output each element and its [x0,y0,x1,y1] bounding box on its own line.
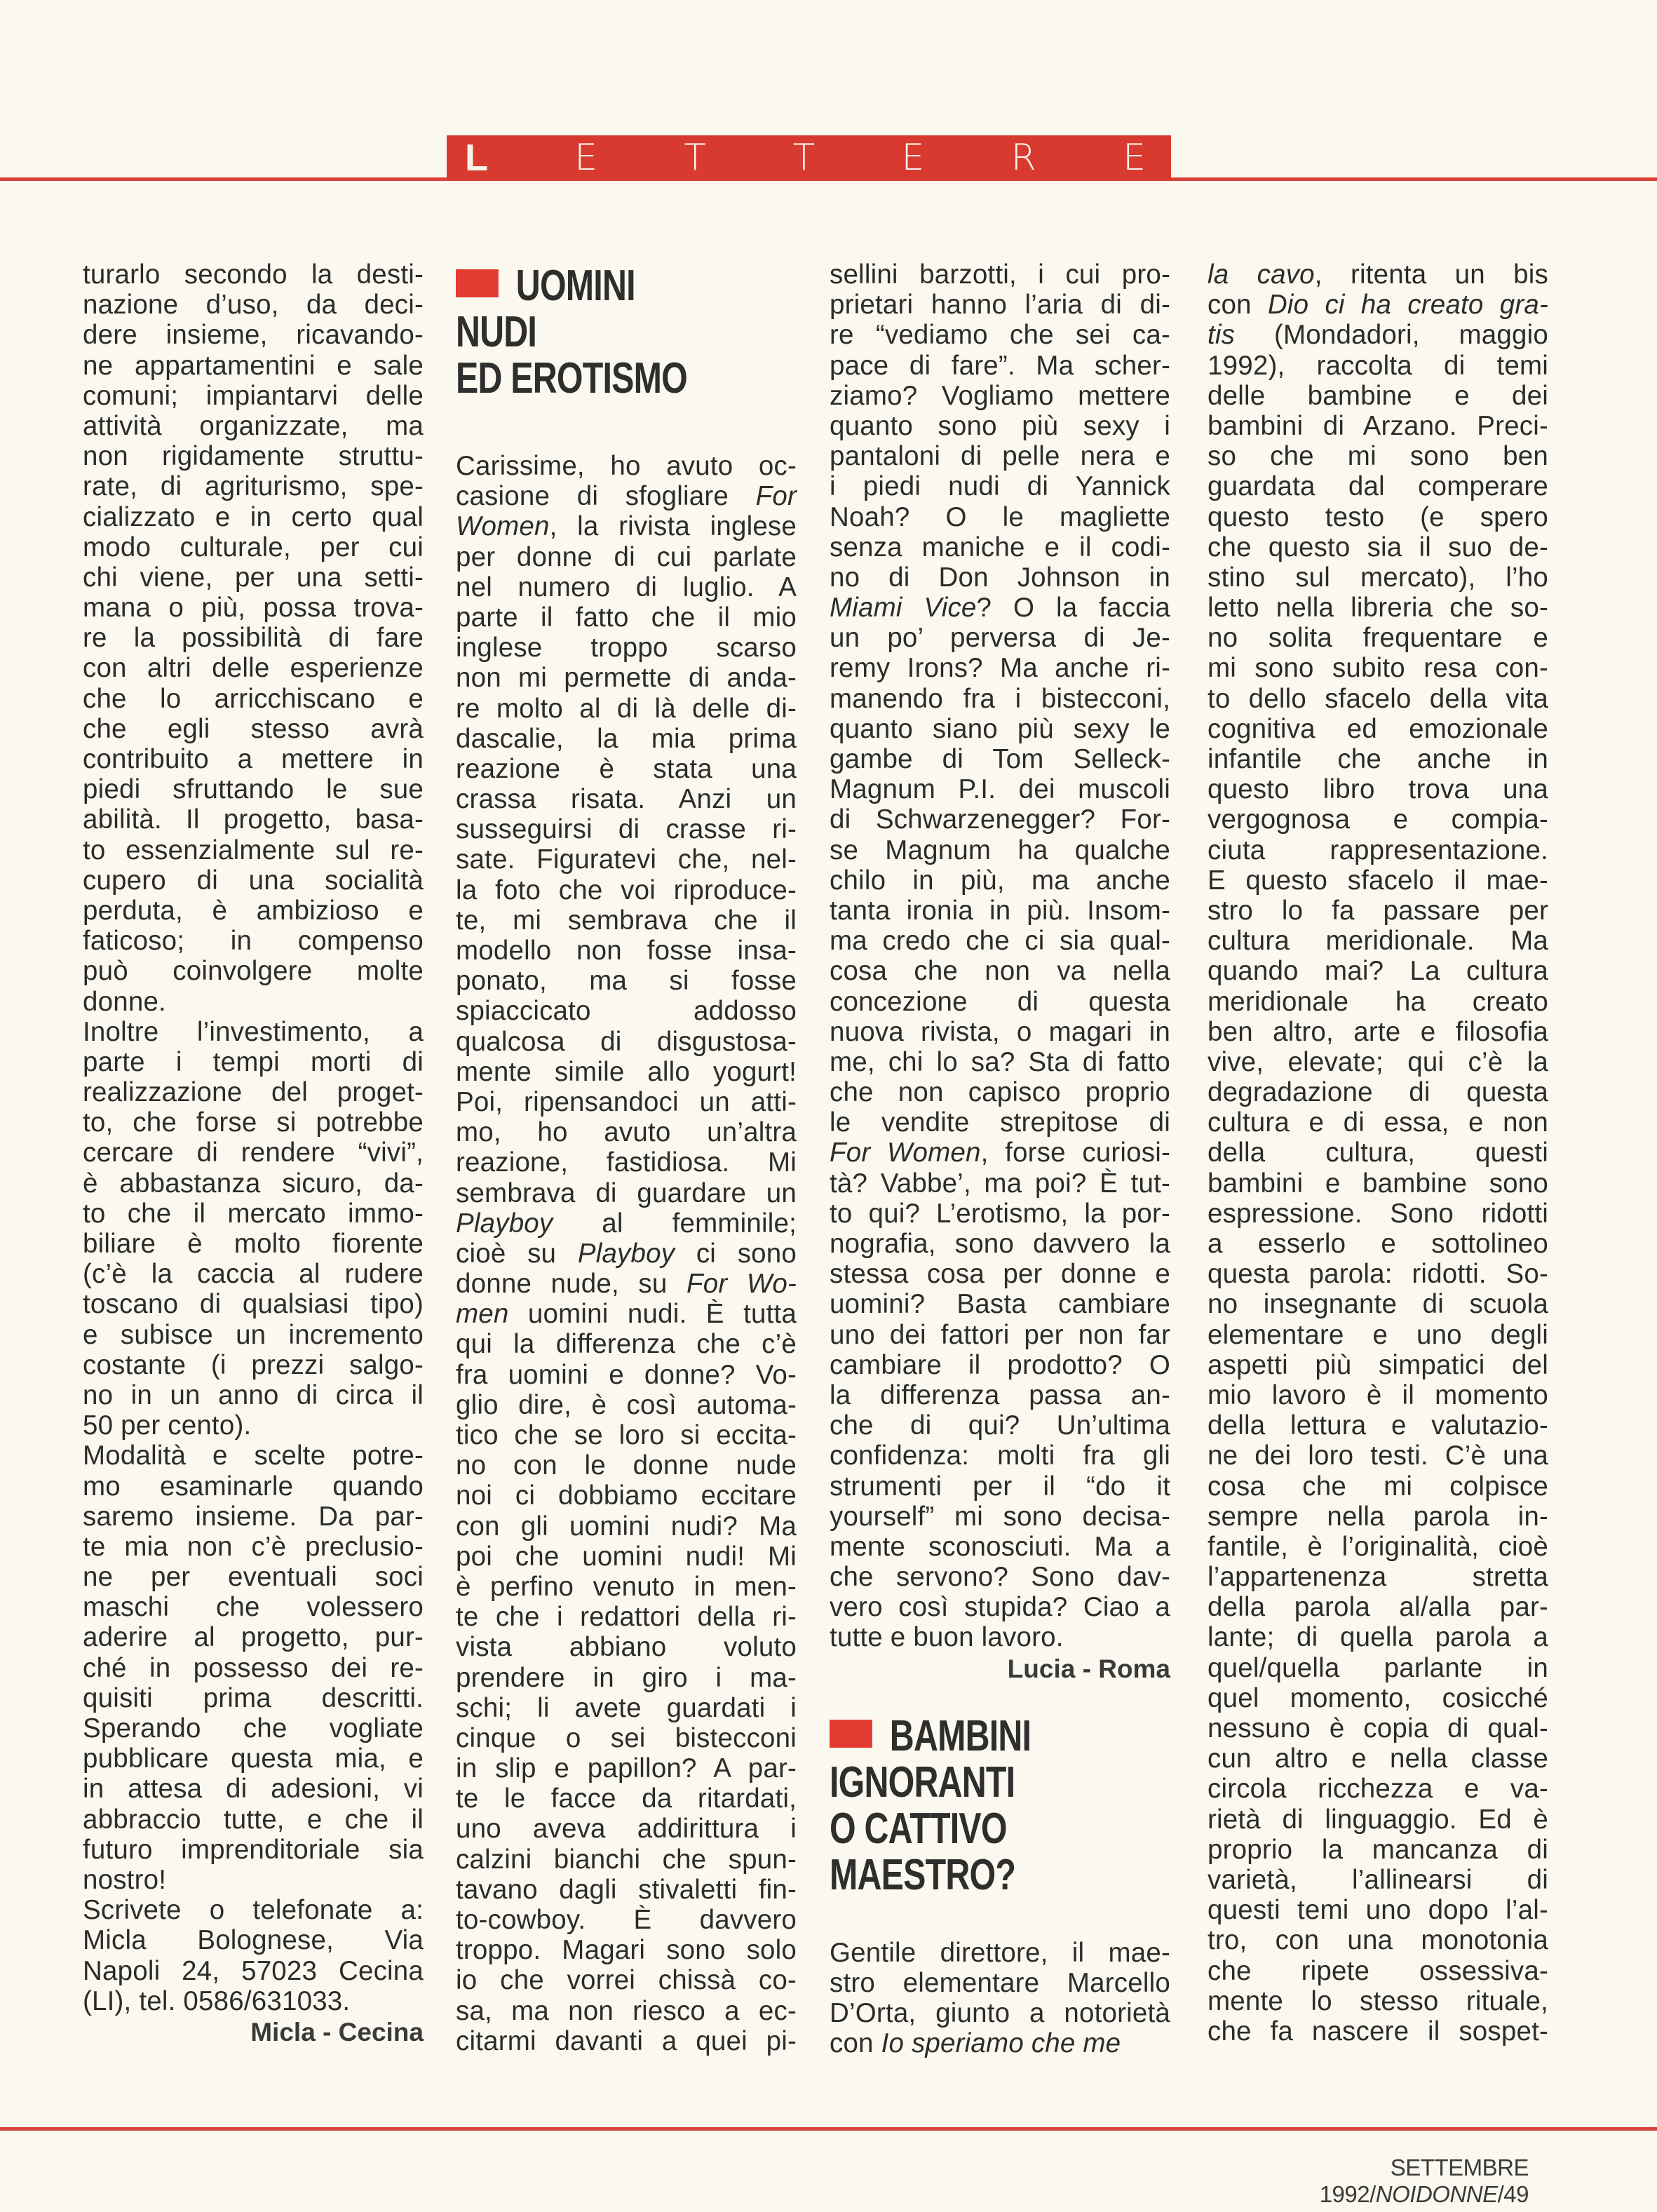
text-line: remy Irons? Ma anche ri- [830,653,1170,684]
text-line: quel momento, cosicché [1208,1682,1548,1713]
text-line: guardata dal comperare [1208,471,1548,502]
italic-title: For [755,481,797,512]
header-letter: E [574,137,598,179]
text-line: della lettura e valutazio- [1208,1410,1548,1441]
italic-title: Playboy [456,1208,553,1239]
text-line: che di qui? Un’ultima [830,1410,1170,1441]
text-line: aderire al progetto, pur- [83,1622,424,1653]
text-line: rate, di agriturismo, spe- [83,471,424,502]
text-line: manendo fra i bistecconi, [830,683,1170,714]
text-line: espressione. Sono ridotti [1208,1198,1548,1229]
text-line: tico che se loro si eccita- [456,1420,797,1450]
text-line: proprio la mancanza di [1208,1834,1548,1865]
text-line: ma credo che ci sia qual- [830,926,1170,957]
text-line: parte i tempi morti di [83,1046,424,1077]
text-line: Micla Bolognese, Via [83,1925,424,1956]
text-line: cun altro e nella classe [1208,1744,1548,1774]
text-line: citarmi davanti a quei pi- [456,2025,797,2056]
text-line: uomini? Basta cambiare [830,1289,1170,1320]
text-line: to dello sfacelo della vita [1208,683,1548,714]
text-line: circola ricchezza e va- [1208,1774,1548,1805]
text-line: prendere in giro i ma- [456,1662,797,1693]
text-line: mi sono subito resa con- [1208,653,1548,684]
text-line: in attesa di adesioni, vi [83,1774,424,1805]
section-header-lettere [447,135,1171,180]
text-line: la foto che voi riproduce- [456,875,797,905]
text-line: con Dio ci ha creato gra- [1208,290,1548,321]
text-line: infantile che anche in [1208,744,1548,774]
text-line: quel/quella parlante in [1208,1652,1548,1683]
text-line: pace di fare”. Ma scher- [830,350,1170,381]
text-line: no con le donne nude [456,1450,797,1481]
text-line: cosa che non va nella [830,956,1170,987]
text-line: letto nella libreria che so- [1208,593,1548,623]
text-line: questo testo (e spero [1208,501,1548,532]
text-line: realizzazione del proget- [83,1077,424,1108]
text-line: uno dei fattori per non far [830,1319,1170,1350]
text-line: te le facce da ritardati, [456,1783,797,1814]
text-line: che egli stesso avrà [83,713,424,744]
text-line: turarlo secondo la desti- [83,259,424,290]
text-line: ne dei loro testi. C’è una [1208,1441,1548,1471]
text-line: che lo arricchiscano e [83,683,424,714]
text-line: to essenzialmente sul re- [83,835,424,865]
text-line: stro lo fa passare per [1208,895,1548,926]
text-line: quanto siano più sexy le [830,713,1170,744]
text-line: susseguirsi di crasse ri- [456,814,797,845]
text-line: rietà di linguaggio. Ed è [1208,1804,1548,1835]
text-line: toscano di qualsiasi tipo) [83,1289,424,1320]
text-line: stro elementare Marcello [830,1967,1170,1998]
text-line: nel numero di luglio. A [456,572,797,602]
red-square-marker [456,269,499,297]
text-line: la differenza passa an- [830,1380,1170,1410]
italic-title: Dio ci ha creato gra- [1267,290,1548,321]
text-line: to qui? L’erotismo, la por- [830,1198,1170,1229]
heading-line: BAMBINI [830,1713,1095,1760]
text-line: sempre nella parola in- [1208,1501,1548,1532]
text-line: casione di sfogliare For [456,481,797,512]
text-line: cializzato e in certo qual [83,501,424,532]
text-line: bambini di Arzano. Preci- [1208,410,1548,441]
page-footer [1206,2154,1529,2208]
text-line: to che il mercato immo- [83,1198,424,1229]
text-line: prietari hanno l’aria di di- [830,290,1170,321]
text-line: (LI), tel. 0586/631033. [83,1985,351,2016]
header-letter: R [1010,137,1036,179]
text-line: Gentile direttore, il mae- [830,1937,1170,1968]
text-line: Carissime, ho avuto oc- [456,451,797,481]
text-line: tavano dagli stivaletti fin- [456,1874,797,1905]
text-line: io che vorrei chissà co- [456,1965,797,1996]
text-line: meridionale ha creato [1208,986,1548,1017]
text-line: te che i redattori della ri- [456,1602,797,1633]
text-line: chi viene, per una setti- [83,562,424,593]
text-line: uno aveva addirittura i [456,1814,797,1845]
text-line: reazione è stata una [456,753,797,784]
text-line: crassa risata. Anzi un [456,784,797,815]
text-line: quanto sono più sexy i [830,410,1170,441]
text-line: re molto al di là delle di- [456,693,797,724]
text-line: abilità. Il progetto, basa- [83,804,424,835]
text-line: nessuno è copia di qual- [1208,1713,1548,1744]
text-line: maschi che volessero [83,1592,424,1623]
footer-rule [0,2127,1657,2131]
text-line: donne. [83,986,166,1017]
text-line: tà? Vabbe’, ma poi? È tut- [830,1168,1170,1199]
text-line: della parola al/alla par- [1208,1592,1548,1623]
text-line: saremo insieme. Da par- [83,1501,424,1532]
text-line: ne appartamentini e sale [83,350,424,381]
text-line: re “vediamo che sei ca- [830,320,1170,351]
text-line: qualcosa di disgustosa- [456,1026,797,1057]
header-letter: L [465,137,488,179]
text-line: mo, ho avuto un’altra [456,1117,797,1148]
text-line: confidenza: molti fra gli [830,1441,1170,1471]
text-line: parte il fatto che il mio [456,602,797,633]
text-line: chilo in più, ma anche [830,865,1170,896]
text-line: un po’ perversa di Je- [830,623,1170,654]
text-line: se Magnum ha qualche [830,835,1170,865]
text-line: della cultura, questi [1208,1138,1548,1168]
text-line: mente simile allo yogurt! [456,1056,797,1087]
text-line: non mi permette di anda- [456,663,797,694]
text-line: no in un anno di circa il [83,1380,424,1410]
text-line: per donne di cui parlate [456,541,797,572]
text-line: Miami Vice? O la faccia [830,593,1171,623]
text-line: piedi sfruttando le sue [83,774,424,805]
footer-date: SETTEMBRE 1992/ [1319,2154,1529,2207]
text-line: i piedi nudi di Yannick [830,471,1170,502]
text-line: stessa cosa per donne e [830,1259,1170,1290]
heading-line: UOMINI [456,263,722,309]
text-line: degradazione di questa [1208,1077,1548,1108]
text-line: Sperando che vogliate [83,1713,424,1744]
text-line: mente lo stesso rituale, [1208,1985,1548,2016]
text-line: fantile, è l’originalità, cioè [1208,1531,1548,1562]
text-line: glio dire, è così automa- [456,1389,797,1420]
text-line: può coinvolgere molte [83,956,424,987]
text-line: mente sconosciuti. Ma a [830,1531,1170,1562]
text-line: che fa nascere il sospet- [1208,2016,1548,2046]
text-line: questo libro trova una [1208,774,1548,805]
text-line: e subisce un incremento [83,1319,424,1350]
text-line: schi; li avete guardati i [456,1692,797,1723]
text-line: questi temi uno dopo l’al- [1208,1895,1548,1926]
text-line: abbraccio tutte, e che il [83,1804,424,1835]
text-line: nostro! [83,1864,167,1895]
text-line: cinque o sei bistecconi [456,1722,797,1753]
text-line: D’Orta, giunto a notorietà [830,1998,1170,2028]
text-line: è perfino venuto in men- [456,1571,797,1602]
italic-title: For Wo- [686,1269,797,1300]
text-line: vergognosa e compia- [1208,804,1548,835]
text-line: le vendite strepitose di [830,1107,1170,1138]
text-line: di Schwarzenegger? For- [830,804,1170,835]
text-line: strumenti per il “do it [830,1471,1170,1502]
text-line: dere insieme, ricavando- [83,320,424,351]
text-line: Poi, ripensandoci un atti- [456,1086,797,1117]
text-line: men uomini nudi. È tutta [456,1299,797,1330]
text-line: sa, ma non riesco a ec- [456,1995,797,2026]
text-line: con gli uomini nudi? Ma [456,1511,797,1542]
text-line: me, chi lo sa? Sta di fatto [830,1046,1170,1077]
text-line: sembrava di guardare un [456,1178,797,1208]
heading-line: ED EROTISMO [456,354,687,403]
text-line: modello non fosse insa- [456,936,797,966]
text-line: modo culturale, per cui [83,532,424,562]
text-line: non rigidamente struttu- [83,441,424,472]
text-line: a esserlo e sottolineo [1208,1229,1548,1259]
text-line: inglese troppo scarso [456,633,797,663]
text-line: (c’è la caccia al rudere [83,1259,424,1290]
text-line: Inoltre l’investimento, a [83,1016,424,1047]
text-line: ziamo? Vogliamo mettere [830,380,1170,411]
text-line: ché in possesso dei re- [83,1652,424,1683]
text-line: tutte e buon lavoro. [830,1622,1064,1653]
text-line: pubblicare questa mia, e [83,1744,424,1774]
header-letter: E [1123,137,1146,179]
italic-title: la cavo [1208,259,1315,290]
text-line: pantaloni di pelle nera e [830,441,1170,472]
text-line: te mia non c’è preclusio- [83,1531,424,1562]
text-line: faticoso; in compenso [83,926,424,957]
text-line: quando mai? La cultura [1208,956,1548,987]
text-line: troppo. Magari sono solo [456,1935,797,1966]
text-line: tro, con una monotonia [1208,1925,1548,1956]
text-line: sate. Figuratevi che, nel- [456,844,797,875]
text-line: poi che uomini nudi! Mi [456,1541,797,1572]
text-line: che servono? Sono dav- [830,1562,1170,1593]
text-line: mana o più, possa trova- [83,593,424,623]
text-line: contribuito a mettere in [83,744,424,774]
text-line: yourself” mi sono decisa- [830,1501,1170,1532]
text-line: For Women, forse curiosi- [830,1138,1170,1168]
text-line: Scrivete o telefonate a: [83,1895,424,1926]
text-line: 50 per cento). [83,1410,252,1441]
letter-heading [830,1713,1170,1899]
text-line: delle bambine e dei [1208,380,1548,411]
text-line: gambe di Tom Selleck- [830,744,1170,774]
text-line: tis (Mondadori, maggio [1208,320,1548,351]
text-line: fra uomini e donne? Vo- [456,1359,797,1390]
text-line: cioè su Playboy ci sono [456,1238,797,1269]
text-line: donne nude, su For Wo- [456,1269,797,1300]
column-2 [456,263,797,2056]
text-line: no solita frequentare e [1208,623,1548,654]
text-line: stino sul mercato), l’ho [1208,562,1548,593]
text-line: Noah? O le magliette [830,501,1170,532]
text-line: la cavo, ritenta un bis [1208,259,1548,290]
header-letter: T [684,137,707,179]
text-line: con altri delle esperienze [83,653,424,684]
footer-magazine: NOIDONNE [1375,2181,1498,2207]
text-line: mio lavoro è il momento [1208,1380,1548,1410]
text-line: quisiti prima descritti. [83,1682,424,1713]
text-line: elementare e uno degli [1208,1319,1548,1350]
italic-title: tis [1208,320,1236,351]
text-line: attività organizzate, ma [83,410,424,441]
text-line: so che mi sono ben [1208,441,1548,472]
text-line: mo esaminarle quando [83,1471,424,1502]
italic-title: Women [456,511,550,542]
text-line: cognitiva ed emozionale [1208,713,1548,744]
heading-line: MAESTRO? [830,1850,1016,1899]
italic-title: Io speriamo che me [881,2028,1121,2059]
text-line: ciuta rappresentazione. [1208,835,1548,865]
header-letter: T [792,137,816,179]
text-line: te, mi sembrava che il [456,905,797,936]
column-1 [83,259,424,2049]
letter-heading [456,263,797,402]
text-line: che questo sia il suo de- [1208,532,1548,562]
text-line: che non capisco proprio [830,1077,1170,1108]
text-line: è abbastanza sicuro, da- [83,1168,424,1199]
text-line: ponato, ma si fosse [456,966,797,997]
text-line: Modalità e scelte potre- [83,1441,424,1471]
column-3 [830,259,1170,2058]
text-line: ne per eventuali soci [83,1562,424,1593]
text-line: no insegnante di scuola [1208,1289,1548,1320]
header-letter: E [901,137,925,179]
text-line: calzini bianchi che spun- [456,1844,797,1875]
text-line: aspetti più simpatici del [1208,1349,1548,1380]
text-line: nazione d’uso, da deci- [83,290,424,321]
letter-signature: Lucia - Roma [1007,1654,1170,1683]
text-line: con Io speriamo che me [830,2028,1121,2059]
italic-title: men [456,1299,509,1330]
text-line: re la possibilità di fare [83,623,424,654]
text-line: reazione, fastidiosa. Mi [456,1147,797,1178]
text-line: varietà, l’allinearsi di [1208,1864,1548,1895]
letter-signature: Micla - Cecina [250,2017,424,2046]
text-line: cambiare il prodotto? O [830,1349,1170,1380]
red-square-marker [830,1720,872,1748]
text-line: vero così stupida? Ciao a [830,1592,1170,1623]
text-line: comuni; impiantarvi delle [83,380,424,411]
text-line: futuro imprenditoriale sia [83,1834,424,1865]
heading-line: IGNORANTI [830,1758,1015,1807]
text-line: spiaccicato addosso [456,996,797,1027]
heading-line: O CATTIVO [830,1804,1007,1853]
text-line: to-cowboy. È davvero [456,1905,797,1935]
text-line: Napoli 24, 57023 Cecina [83,1955,424,1986]
text-line: perduta, è ambizioso e [83,895,424,926]
text-line: Magnum P.I. dei muscoli [830,774,1170,805]
text-line: dascalie, la mia prima [456,723,797,754]
column-4 [1208,259,1548,2046]
text-line: nuova rivista, o magari in [830,1016,1170,1047]
footer-page-number: /49 [1497,2181,1529,2207]
text-line: vive, elevate; qui c’è la [1208,1046,1548,1077]
text-line: ben altro, arte e filosofia [1208,1016,1548,1047]
text-line: l’appartenenza stretta [1208,1562,1548,1593]
text-line: E questo sfacelo il mae- [1208,865,1548,896]
text-line: no di Don Johnson in [830,562,1170,593]
text-line: noi ci dobbiamo eccitare [456,1481,797,1511]
text-line: to, che forse si potrebbe [83,1107,424,1138]
text-line: costante (i prezzi salgo- [83,1349,424,1380]
text-line: tanta ironia in più. Insom- [830,895,1170,926]
text-line: che ripete ossessiva- [1208,1955,1548,1986]
text-line: senza maniche e il codi- [830,532,1170,562]
text-line: cultura e di essa, e non [1208,1107,1548,1138]
text-line: concezione di questa [830,986,1170,1017]
text-line: cupero di una socialità [83,865,424,896]
text-line: in slip e papillon? A par- [456,1753,797,1784]
italic-title: Miami Vice [830,593,977,623]
text-line: bambini e bambine sono [1208,1168,1548,1199]
italic-title: For Women [830,1138,981,1168]
text-line: qui la differenza che c’è [456,1329,797,1360]
text-line: lante; di quella parola a [1208,1622,1548,1653]
text-line: cosa che mi colpisce [1208,1471,1548,1502]
italic-title: Playboy [577,1238,675,1269]
text-line: nografia, sono davvero la [830,1229,1170,1259]
text-line: sellini barzotti, i cui pro- [830,259,1170,290]
text-line: questa parola: ridotti. So- [1208,1259,1548,1290]
text-line: cultura meridionale. Ma [1208,926,1548,957]
text-line: Playboy al femminile; [456,1208,797,1239]
text-line: vista abbiano voluto [456,1632,797,1663]
text-line: Women, la rivista inglese [456,511,797,542]
heading-line: NUDI [456,308,537,356]
text-line: 1992), raccolta di temi [1208,350,1548,381]
text-line: biliare è molto fiorente [83,1229,424,1259]
text-line: cercare di rendere “vivi”, [83,1138,424,1168]
